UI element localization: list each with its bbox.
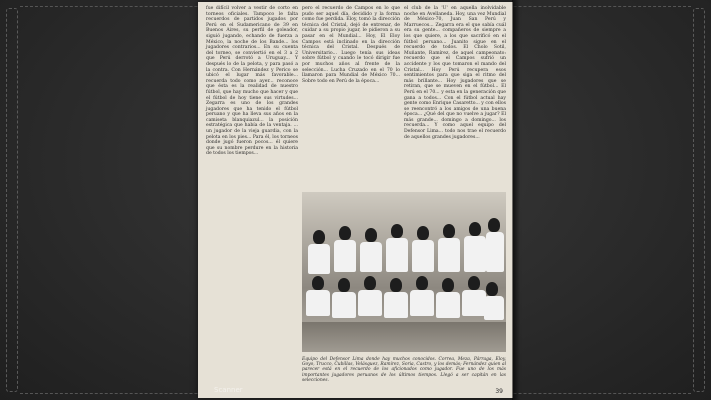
- text-column-2: pero el recuerdo de Campos en lo que pudo ser aquel día, decidido y la forma como fue perdida. Eloy, tomó la dirección técnica del Cristal, dejó de entrenar, de cuidar a su propio jugar, le pidieron a su pasar en el Mundial... Hoy, El Eloy Campos está inclinado en la dirección técnica del Cristal. Después de Universitario... Luego tenía sus ideas sobre fútbol y cuando le tocó dirigir fue por muchos años al frente de la selección... Lucha Cruzado en el 70 lo llamaron para Mundial de México 70... Sobre todo en Perú de la época...: [302, 6, 402, 84]
- frame-edge-left: [6, 8, 18, 392]
- frame-edge-right: [693, 8, 705, 392]
- text-column-1: fue difícil volver a vestir de corto en torneos oficiales. Tampoco le falta recuerdos de partidos jugados por Perú en el Sudamericano de 39 en Buenos Aires, su perfil de goleador, siguió jugando, echando de fuerza a México, la noche de los Bande... los jugadores contrarios... En su cuenta del torneo, se conviertió en el 3 a 2 que Perú derrotó a Uruguay... Y después lo de la pelota, y para pasó a la contra. Con Hernández y Perico se ubicó el lugar más favorable... recuerda todo como ayer... reconoce que ésta es la realidad de nuestro fútbol, que hay mucho que hacer y que el fútbol de hoy tiene sus virtudes... Zegarra es uno de los grandes jugadores que ha tenido el fútbol peruano y que ha lleva sus años en la camiseta blanquiazul... la posición estratégica que había de la ventaja. ... un jugador de la vieja guardia, con la pelota en los pies... Para él, los torneos donde jugó fueron pocos... él quiere que su nombre perdure en la historia de todos los tiempos...: [206, 6, 300, 157]
- page-number: 39: [495, 388, 503, 395]
- photo-caption: Equipo del Defensor Lima donde hay muchos conocidos. Correa, Meza, Párraga, Eloy, Goyo, Trucco, Cubillas, Velásquez, Ramírez, Soria, Castro, y los demás; Fernández quien al parecer está en el recuerdo de los aficionados como jugador. Fue uno de los más importantes jugadores peruanos de los últimos tiempos. Llegó a ser capitán en las selecciones.: [302, 357, 506, 383]
- page-shadow: [512, 0, 520, 400]
- team-photo: [302, 192, 506, 352]
- magazine-page: [198, 2, 513, 398]
- text-column-3: el club de la 'U' en aquella inolvidable noche en Avellaneda. Hoy, una vez Mundial de México-70, Juan San Perú y Marruecos... Zegarra era el que sabía cuál era su gente... compañeros de siempre a los que quiere, a los que sacrificó en el fútbol peruano... Juanito sigue en el recuerdo de todos. El Cholo Sotil, Muñante, Ramírez, de aquel campeonato: recuerdo que el Campos sufrió un accidente y los que tomaron el mando del Cristal... Hoy Perú recupera esos sentimientos para que siga el ritmo del más brillante... Hoy jugadores que se retiran, que se mueven en el fútbol... El Perú en el 70... y esta en la generación que gana a todos... Con el fútbol actual hay gente como Enrique Casaretto... y con ellos se reencontró a los amigos de una buena época... ¿Qué del que no vuelve a jugar? El más grande... domingo a domingo... los recuerda... Y como aquel equipo del Defensor Lima... todo nos trae el recuerdo de aquellos grandes jugadores...: [404, 6, 508, 140]
- scanner-watermark: Scanner: [214, 386, 243, 394]
